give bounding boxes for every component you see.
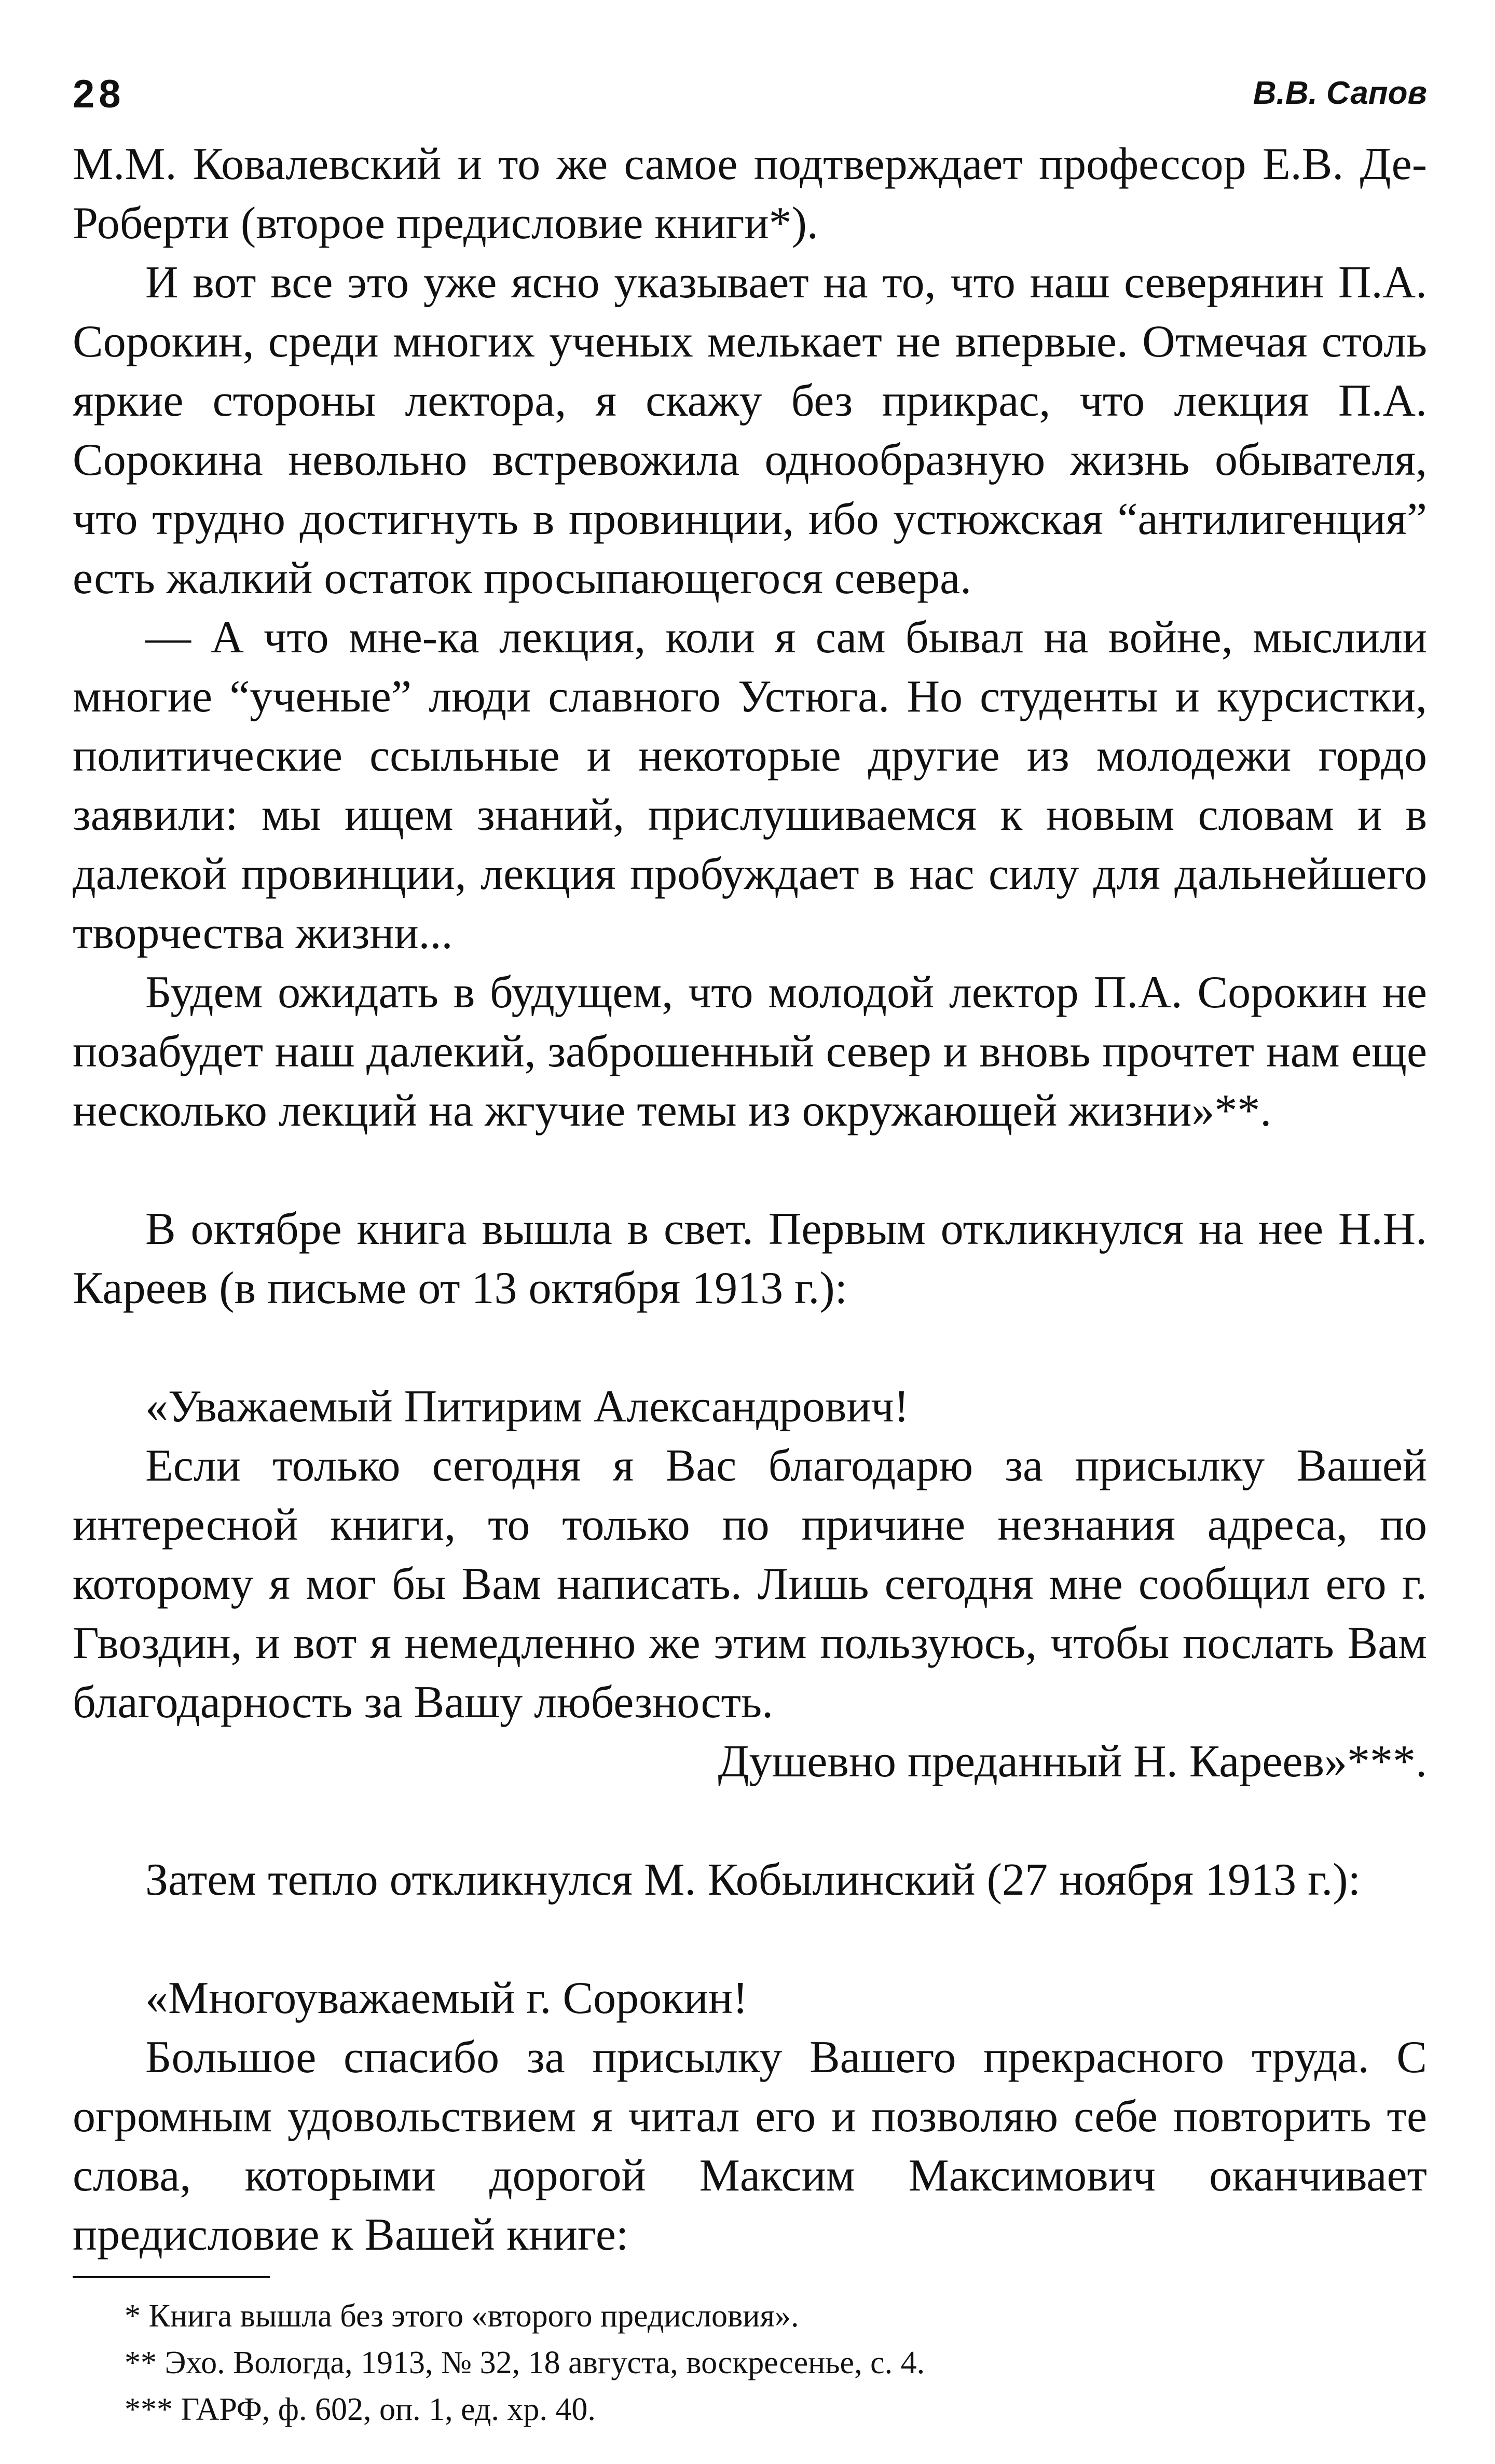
paragraph: — А что мне-ка лекция, коли я сам бывал на войне, мыслили многие “ученые” люди славного Устюга. Но студенты и курсистки, политические ссыльные и некоторые другие из молодежи гордо заявили: мы ищем знаний, прислушиваемся к новым словам и в далекой провинции, лекция пробуждает в нас силу для дальнейшего творчества жизни... bbox=[73, 612, 1427, 959]
footnote: *** ГАРФ, ф. 602, оп. 1, ед. хр. 40. bbox=[125, 2392, 596, 2427]
paragraph: Будем ожидать в будущем, что молодой лектор П.А. Сорокин не позабудет наш далекий, заброшенный север и вновь прочтет нам еще несколько лекций на жгучие темы из окружающей жизни»**. bbox=[73, 967, 1427, 1136]
main-text bbox=[73, 135, 1427, 2265]
paragraph: И вот все это уже ясно указывает на то, что наш северянин П.А. Сорокин, среди многих ученых мелькает не впервые. Отмечая столь яркие стороны лектора, я скажу без прикрас, что лекция П.А. Сорокина невольно встревожила однообразную жизнь обывателя, что трудно достигнуть в провинции, ибо устюжская “антилигенция” есть жалкий остаток просыпающегося севера. bbox=[73, 257, 1427, 604]
paragraph: Затем тепло откликнулся М. Кобылинский (27 ноября 1913 г.): bbox=[145, 1855, 1361, 1905]
letter-body: Большое спасибо за присылку Вашего прекрасного труда. С огромным удовольствием я читал его и позволяю себе повторить те слова, которыми дорогой Максим Максимович оканчивает предисловие к Вашей книге: bbox=[73, 2032, 1427, 2260]
letter-signature: Душевно преданный Н. Кареев»***. bbox=[718, 1736, 1427, 1787]
paragraph-continuation: М.М. Ковалевский и то же самое подтверждает профессор Е.В. Де-Роберти (второе предисловие книги*). bbox=[73, 139, 1427, 249]
footnote: * Книга вышла без этого «второго предисловия». bbox=[125, 2298, 799, 2334]
footnote: ** Эхо. Вологда, 1913, № 32, 18 августа, воскресенье, с. 4. bbox=[125, 2345, 925, 2380]
page-header bbox=[73, 67, 1427, 135]
letter-salutation: «Уважаемый Питирим Александрович! bbox=[145, 1381, 909, 1432]
footnote-divider bbox=[73, 2276, 270, 2278]
book-page bbox=[73, 67, 1427, 2433]
footnotes bbox=[73, 2293, 1427, 2433]
letter-body: Если только сегодня я Вас благодарю за присылку Вашей интересной книги, то только по причине незнания адреса, по которому я мог бы Вам написать. Лишь сегодня мне сообщил его г. Гвоздин, и вот я немедленно же этим пользуюсь, чтобы послать Вам благодарность за Вашу любезность. bbox=[73, 1441, 1427, 1728]
paragraph: В октябре книга вышла в свет. Первым откликнулся на нее Н.Н. Кареев (в письме от 13 октября 1913 г.): bbox=[73, 1204, 1427, 1313]
page-number: 28 bbox=[73, 72, 125, 116]
letter-salutation: «Многоуважаемый г. Сорокин! bbox=[145, 1973, 748, 2023]
running-head-author: В.В. Сапов bbox=[1253, 75, 1427, 111]
